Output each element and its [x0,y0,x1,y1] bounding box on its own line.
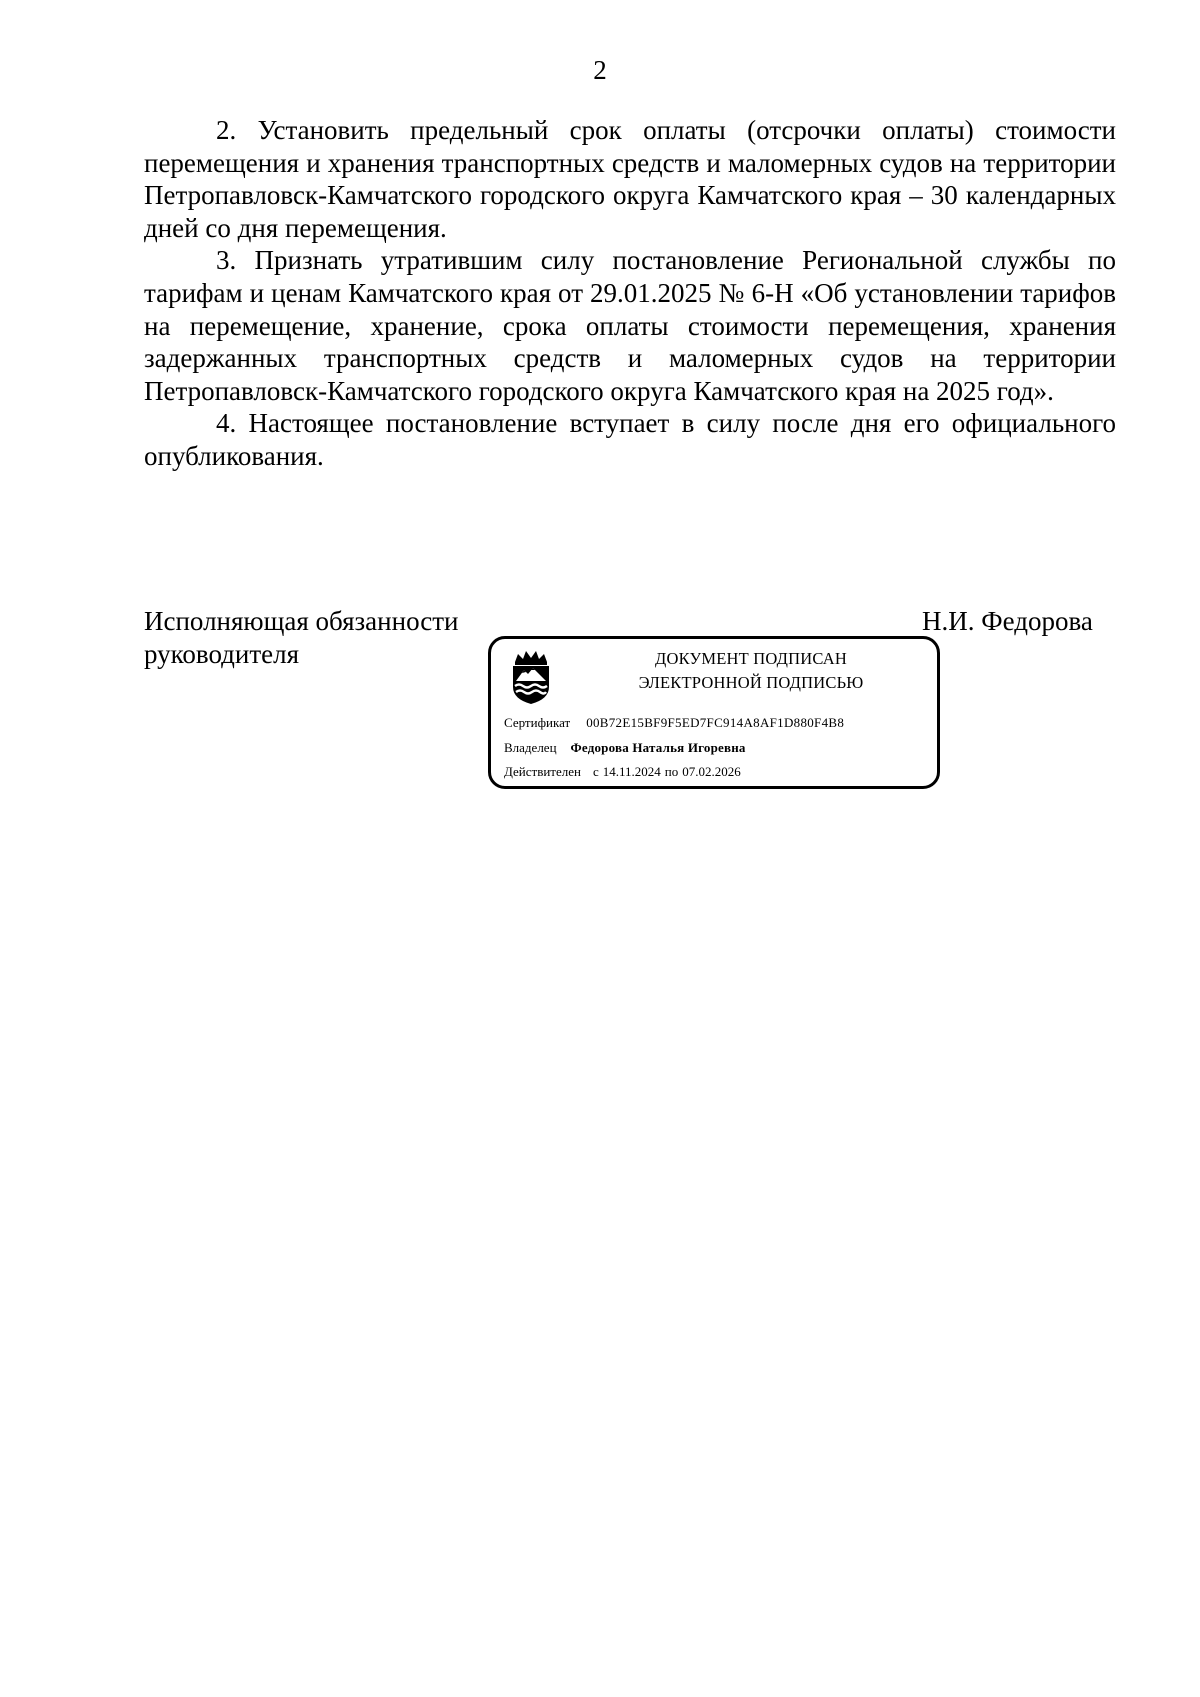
page-number: 2 [593,55,607,85]
owner-label: Владелец [504,740,557,755]
paragraph-3: 3. Признать утратившим силу постановление Региональной службы по тарифам и ценам Камчатского края от 29.01.2025 № 6-Н «Об установлении тарифов на перемещение, хранение, срока оплаты стоимости перемещения, хранения задержанных транспортных средств и маломерных судов на территории Петропавловск-Камчатского городского округа Камчатского края на 2025 год». [144,245,1116,406]
signatory-position-line2: руководителя [144,638,300,669]
stamp-title-line1: ДОКУМЕНТ ПОДПИСАН [655,649,847,668]
valid-to-date: 07.02.2026 [682,764,741,779]
kamchatka-coat-of-arms-icon [509,649,553,705]
valid-to-prefix: по [664,764,679,779]
document-body [144,114,1116,473]
certificate-value: 00B72E15BF9F5ED7FC914A8AF1D880F4B8 [586,715,845,730]
stamp-title [591,647,911,695]
signatory-position [144,605,458,670]
certificate-label: Сертификат [504,715,571,730]
stamp-validity-row [504,763,741,781]
signatory-position-line1: Исполняющая обязанности [144,606,459,636]
stamp-title-line2: ЭЛЕКТРОННОЙ ПОДПИСЬЮ [638,673,864,692]
signatory-name: Н.И. Федорова [922,606,1093,636]
owner-value: Федорова Наталья Игоревна [570,740,746,755]
valid-from-date: 14.11.2024 [602,764,661,779]
paragraph-4: 4. Настоящее постановление вступает в силу после дня его официального опубликования. [144,408,1116,471]
paragraph-2: 2. Установить предельный срок оплаты (отсрочки оплаты) стоимости перемещения и хранения транспортных средств и маломерных судов на территории Петропавловск-Камчатского городского округа Камчатского края – 30 календарных дней со дня перемещения. [144,115,1116,243]
valid-label: Действителен [504,764,581,779]
stamp-certificate-row [504,714,844,732]
stamp-owner-row [504,739,746,757]
valid-from-prefix: с [592,764,599,779]
electronic-signature-stamp [488,636,940,789]
